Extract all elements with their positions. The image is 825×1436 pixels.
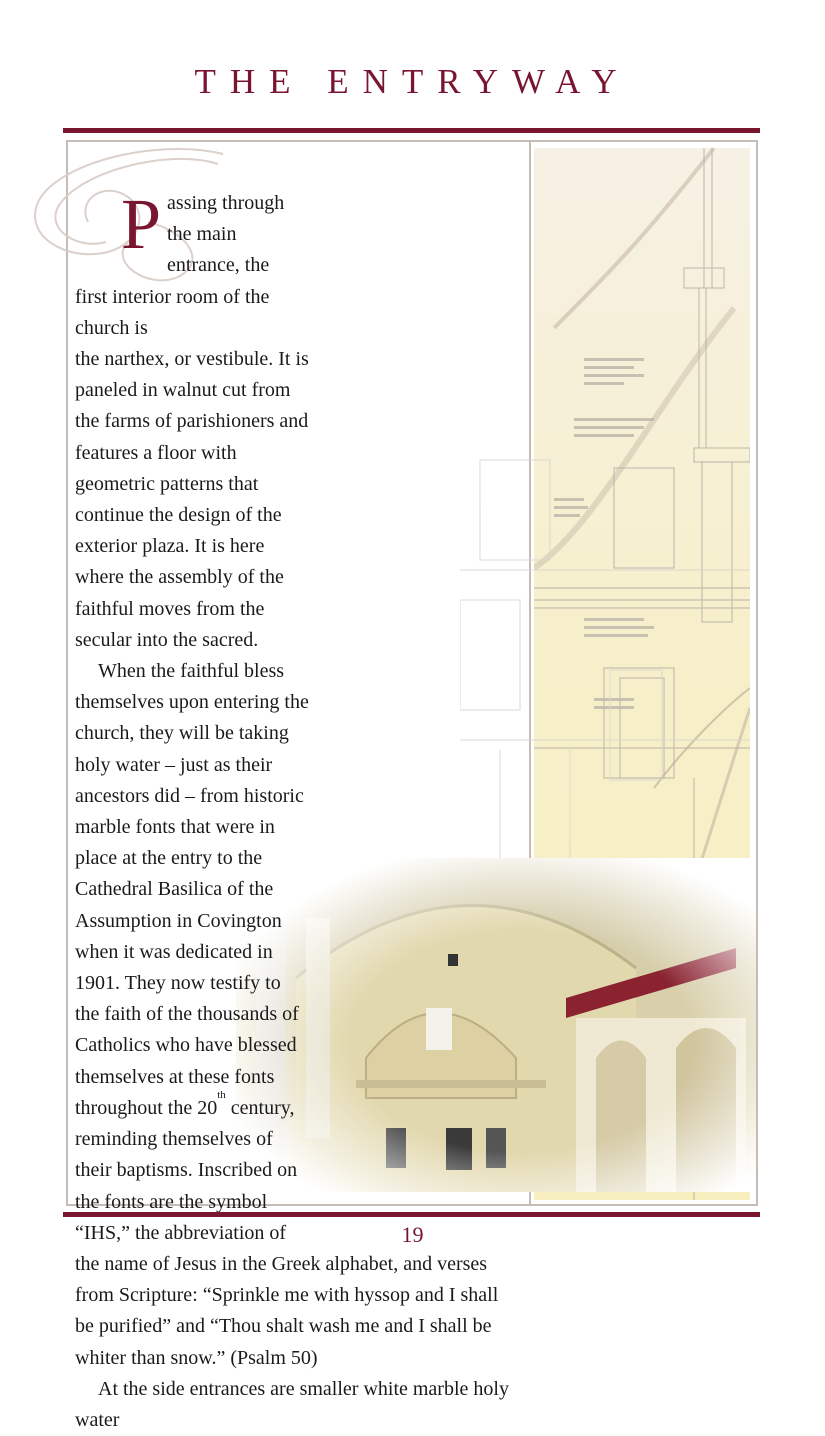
p2-superscript: th: [217, 1088, 226, 1101]
p2-text-a: When the faithful bless themselves upon entering the church, they will be taking holy water – just as their ancestors did – from historic marble fonts that were in place at the entry to the Cathedral Basilica of the Assumption in Covington when it was dedicated in 1901. They now testify to the faith of the thousands of Catholics who have blessed themselves at these fonts throughout the 20: [75, 660, 309, 1119]
body-text: [75, 184, 520, 1436]
p1-line1: assing through the main entrance, the: [167, 192, 285, 277]
p1-rest: the narthex, or vestibule. It is paneled in walnut cut from the farms of parishioners and features a floor with geometric patterns that continue the design of the exterior plaza. It is here where the assembly of the faithful moves from the secular into the sacred.: [75, 348, 309, 651]
p1-line2: first interior room of the church is: [75, 285, 270, 339]
paragraph-3: At the side entrances are smaller white marble holy water: [75, 1377, 509, 1431]
drop-cap: P: [121, 184, 162, 264]
bottom-rule: [63, 1212, 760, 1217]
page-number: 19: [401, 1222, 424, 1247]
p2-text-b: century, reminding themselves of their baptisms. Inscribed on the fonts are the symbol “IHS,” the abbreviation of the name of Jesus in the Greek alphabet, and verses from Scripture: “Sprinkle me with hyssop and I shall be purified” and “Thou shalt wash me and I shall be whiter than snow.” (Psalm 50): [75, 1096, 499, 1369]
text-wrap-spacer: [310, 868, 520, 1228]
page-title: THE ENTRYWAY: [194, 62, 631, 101]
top-rule: [63, 128, 760, 133]
paragraph-1: [75, 184, 520, 656]
